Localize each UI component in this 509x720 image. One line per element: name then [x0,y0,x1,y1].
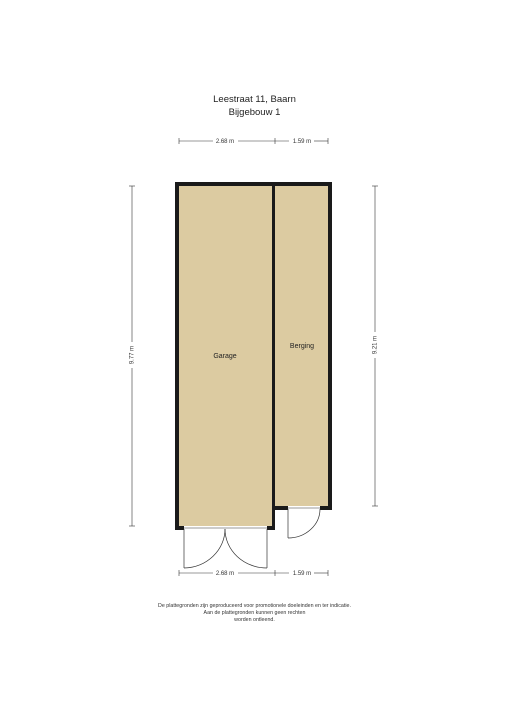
dim-bottom-right: 1.59 m [292,571,312,577]
dim-left-height: 9.77 m [129,345,136,365]
disclaimer-line-3: worden ontleend. [234,617,275,623]
berging-bottom-wall-right [320,506,332,510]
garage-door [184,528,267,568]
building-text: Bijgebouw 1 [228,107,281,118]
disclaimer [0,603,509,624]
dim-right-height: 9.21 m [372,335,379,355]
left-wall [175,182,179,530]
dim-bottom-left: 2.68 m [215,571,235,577]
dim-top-right: 1.59 m [292,139,312,145]
garage-label: Garage [213,353,237,360]
partition-wall [272,182,275,530]
berging-door [288,508,320,538]
berging-label: Berging [289,343,315,350]
berging-bottom-wall-left [275,506,288,510]
top-wall [175,182,332,186]
address-text: Leestraat 11, Baarn [213,94,296,105]
disclaimer-line-1: De plattegronden zijn geproduceerd voor promotionele doeleinden en ter indicatie. [158,603,351,609]
disclaimer-line-2: Aan de plattegronden kunnen geen rechten [203,610,306,616]
garage-bottom-wall-left [175,526,184,530]
dim-top-left: 2.68 m [215,139,235,145]
right-wall [328,182,332,510]
